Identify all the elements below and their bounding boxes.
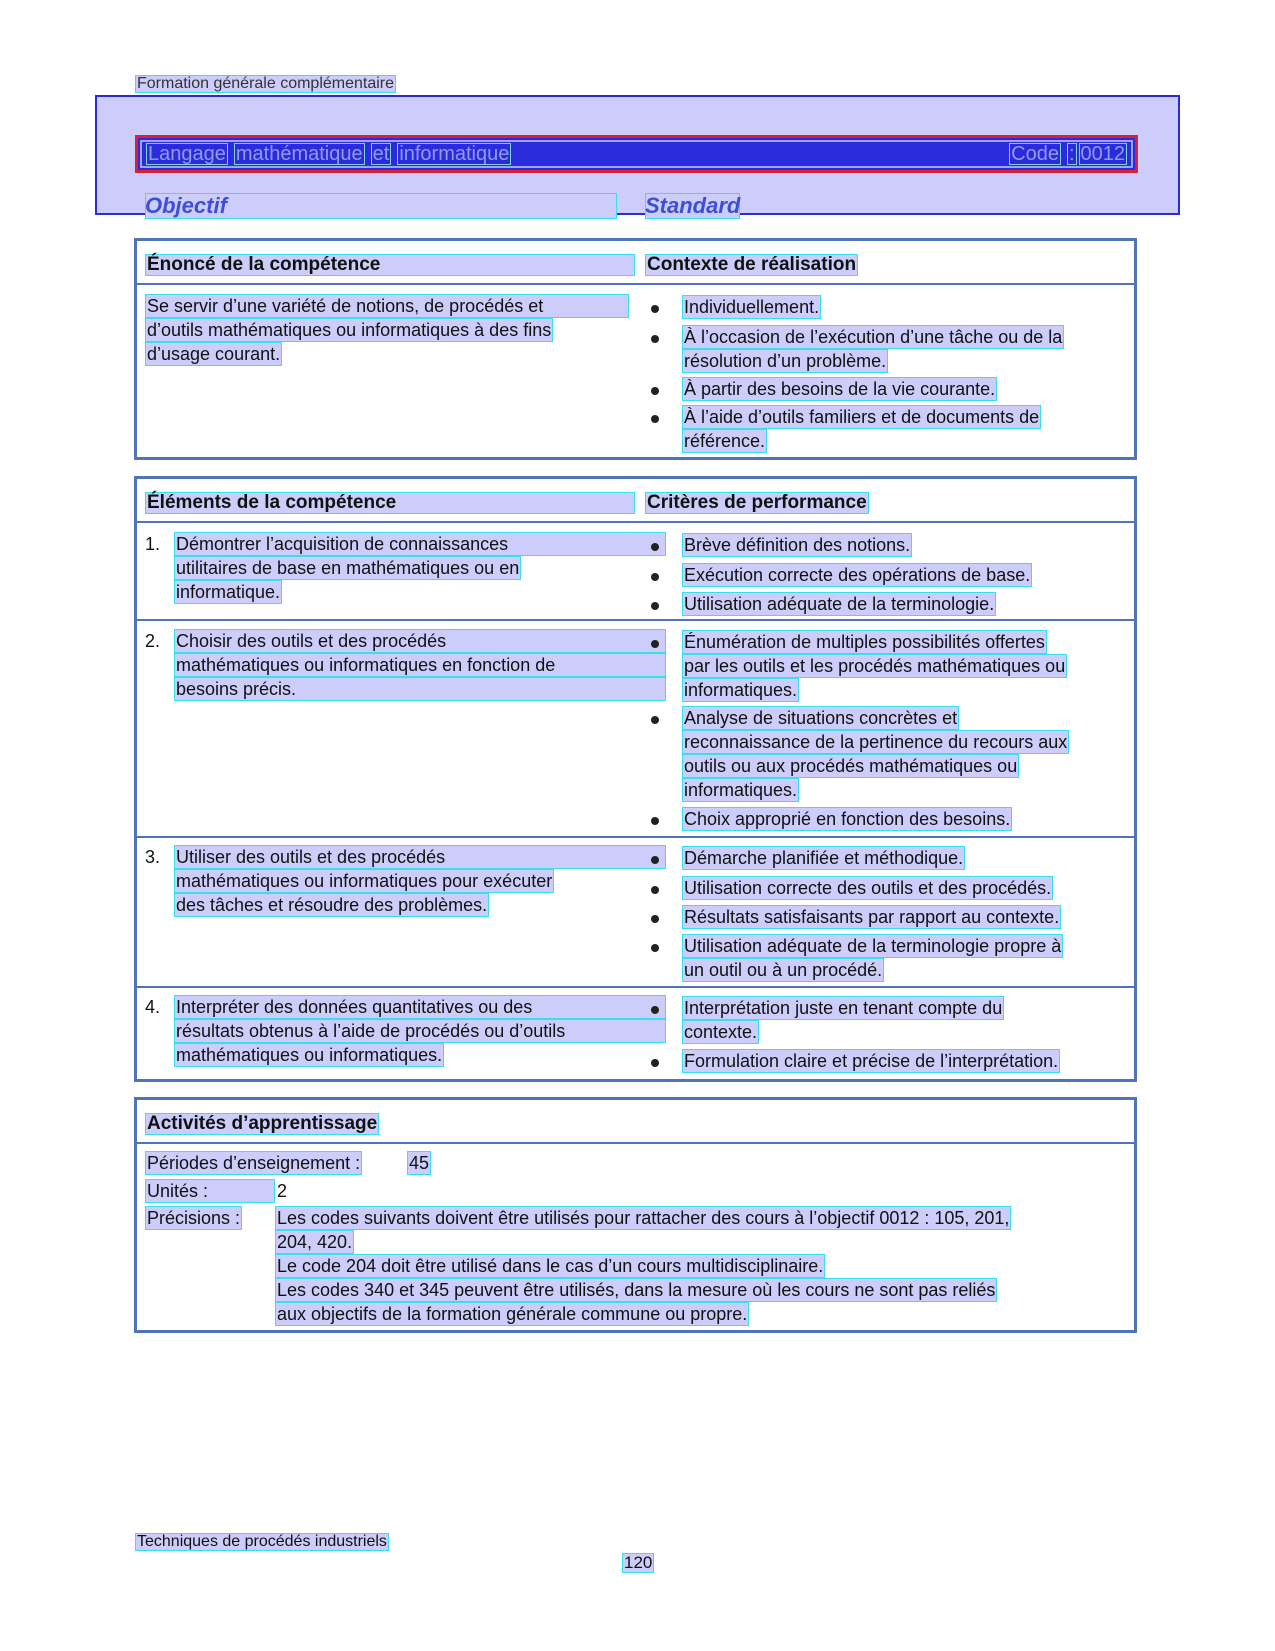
bullet-icon — [651, 415, 659, 423]
title-word: informatique — [399, 143, 510, 165]
bullet-icon — [651, 915, 659, 923]
context-item: Individuellement. — [684, 297, 820, 317]
statement-header: Énoncé de la compétence — [145, 254, 635, 276]
bullet-icon — [651, 305, 659, 313]
objective-label: Objectif — [145, 193, 617, 219]
context-header: Contexte de réalisation — [647, 254, 857, 275]
elements-table: Éléments de la compétence Critères de performance 1. Démontrer l’acquisition de connaissances utilitaires de base en mathématiques ou en informatique. Brève définition des notions. Exécution correcte des opérations de base. Utilisation adéquate de la terminologie. 2. Choisir des outils et des procédés mathématiques ou informatiques en fonction de besoins précis. Énumération de multiples possibilités offertes par les outils et les procédés mathématiques ou informatiques. Analyse de situations concrètes et reconnaissance de la pertinence du recours aux outils ou aux procédés mathématiques ou informatiques. Choix approprié en fonction des besoins. 3. Utiliser des outils et des procédés mathématiques ou informatiques pour exécuter des tâches et résoudre des problèmes. Démarche planifiée et méthodique. Utilisation correcte des outils et des procédés. Résultats satisfaisants par rapport au contexte. Utilisation adéquate de la terminologie propre à un outil ou à un procédé. 4. Interpréter des données quantitatives ou des résultats obtenus à l’aide de procédés ou d’outils mathématiques ou informatiques. Interprétation juste en tenant compte du contexte. Formulation claire et précise de l’interprétation. — [134, 476, 1137, 1082]
precisions-label: Précisions : — [147, 1208, 241, 1228]
criteria-header: Critères de performance — [647, 492, 867, 513]
bullet-icon — [651, 602, 659, 610]
title-word: mathématique — [235, 143, 363, 165]
context-item: À l’aide d’outils familiers et de documents de — [684, 407, 1040, 427]
running-head: Formation générale complémentaire — [137, 75, 395, 92]
units-value: 2 — [277, 1181, 288, 1201]
bullet-icon — [651, 716, 659, 724]
bullet-icon — [651, 543, 659, 551]
bullet-icon — [651, 817, 659, 825]
periods-label: Périodes d’enseignement : — [147, 1153, 361, 1173]
units-label: Unités : — [145, 1179, 275, 1203]
bullet-icon — [651, 1006, 659, 1014]
code-value: 0012 — [1080, 143, 1125, 165]
elements-header: Éléments de la compétence — [145, 492, 635, 514]
bullet-icon — [651, 944, 659, 952]
title-word: Langage — [148, 143, 226, 165]
code-label: Code — [1011, 143, 1059, 165]
competence-statement: Se servir d’une variété de notions, de procédés et d’outils mathématiques ou informatiques à des fins d’usage courant. — [145, 294, 624, 366]
page-number: 120 — [624, 1553, 653, 1572]
bullet-icon — [651, 573, 659, 581]
activities-table: Activités d’apprentissage Périodes d’enseignement : 45 Unités : 2 Précisions : Les codes suivants doivent être utilisés pour rattacher des cours à l’objectif 0012 : 105, 201, 204, 420. Le code 204 doit être utilisé dans le cas d’un cours multidisciplinaire. Les codes 340 et 345 peuvent être utilisés, dans la mesure où les cours ne sont pas reliés aux objectifs de la formation générale commune ou propre. — [134, 1097, 1137, 1333]
context-item-cont: résolution d’un problème. — [684, 351, 887, 371]
title-bar — [135, 135, 1138, 173]
periods-value: 45 — [409, 1153, 430, 1173]
code-separator: : — [1068, 143, 1075, 165]
context-item: À partir des besoins de la vie courante. — [684, 379, 996, 399]
bullet-icon — [651, 856, 659, 864]
bullet-icon — [651, 886, 659, 894]
bullet-icon — [651, 387, 659, 395]
context-item-cont: référence. — [684, 431, 766, 451]
bullet-icon — [651, 640, 659, 648]
footer-program: Techniques de procédés industriels — [137, 1533, 387, 1550]
standard-label: Standard — [645, 193, 741, 218]
context-item: À l’occasion de l’exécution d’une tâche ou de la — [684, 327, 1063, 347]
title-word: et — [372, 143, 390, 165]
bullet-icon — [651, 1059, 659, 1067]
activities-header: Activités d’apprentissage — [147, 1113, 378, 1134]
competence-table — [134, 238, 1137, 460]
bullet-icon — [651, 335, 659, 343]
